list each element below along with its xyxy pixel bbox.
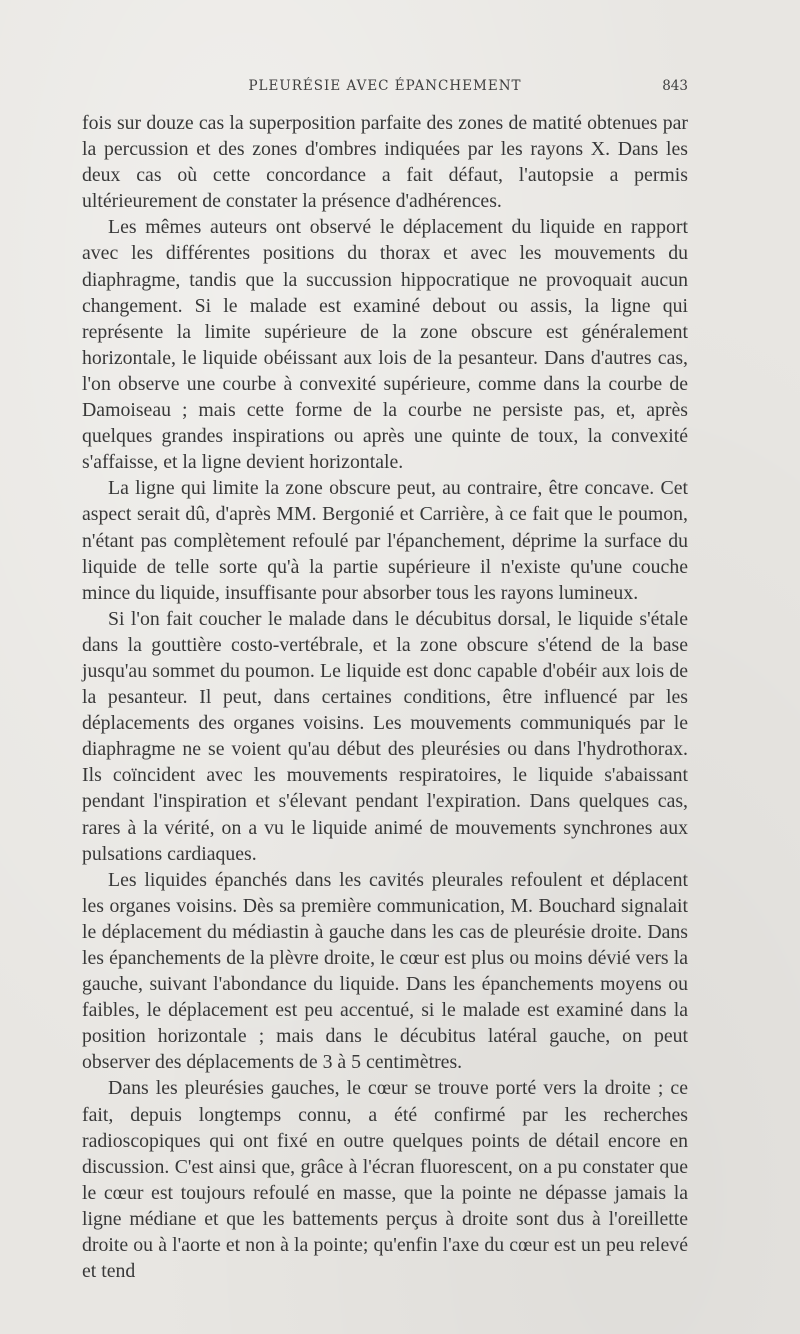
paragraph: Dans les pleurésies gauches, le cœur se trouve porté vers la droite ; ce fait, depuis longtemps connu, a été confirmé par les recherches radioscopiques qui ont fixé en outre quelques points de détail encore en discussion. C'est ainsi que, grâce à l'écran fluorescent, on a pu constater que le cœur est toujours refoulé en masse, que la pointe ne dépasse jamais la ligne médiane et que les battements perçus à droite sont dus à l'oreillette droite ou à l'aorte et non à la pointe; qu'enfin l'axe du cœur est un peu relevé et tend: [82, 1077, 688, 1283]
paragraph-continuation: fois sur douze cas la superposition parfaite des zones de matité obtenues par la percussion et des zones d'ombres indiquées par les rayons X. Dans les deux cas où cette concordance a fait défaut, l'autopsie a permis ultérieurement de constater la présence d'adhérences.: [82, 112, 688, 213]
paragraph: Si l'on fait coucher le malade dans le décubitus dorsal, le liquide s'étale dans la gouttière costo-vertébrale, et la zone obscure s'étend de la base jusqu'au sommet du poumon. Le liquide est donc capable d'obéir aux lois de la pesanteur. Il peut, dans certaines conditions, être influencé par les déplacements des organes voisins. Les mouvements communiqués par le diaphragme ne se voient qu'au début des pleurésies ou dans l'hydrothorax. Ils coïncident avec les mouvements respiratoires, le liquide s'abaissant pendant l'inspiration et s'élevant pendant l'expiration. Dans quelques cas, rares à la vérité, on a vu le liquide animé de mouvements synchrones aux pulsations cardiaques.: [82, 607, 688, 865]
running-title: PLEURÉSIE AVEC ÉPANCHEMENT: [248, 78, 522, 94]
running-header: [82, 76, 688, 98]
paragraph: La ligne qui limite la zone obscure peut, au contraire, être concave. Cet aspect serait dû, d'après MM. Bergonié et Carrière, à ce fait que le poumon, n'étant pas complètement refoulé par l'épanchement, déprime la surface du liquide de telle sorte qu'à la partie supérieure il n'existe qu'une couche mince du liquide, insuffisante pour absorber tous les rayons lumineux.: [82, 477, 688, 604]
body-text: [82, 110, 688, 1284]
paragraph: Les liquides épanchés dans les cavités pleurales refoulent et déplacent les organes voisins. Dès sa première communication, M. Bouchard signalait le déplacement du médiastin à gauche dans les cas de pleurésie droite. Dans les épanchements de la plèvre droite, le cœur est plus ou moins dévié vers la gauche, suivant l'abondance du liquide. Dans les épanchements moyens ou faibles, le déplacement est peu accentué, si le malade est examiné dans la position horizontale ; mais dans le décubitus latéral gauche, on peut observer des déplacements de 3 à 5 centimètres.: [82, 868, 688, 1074]
paragraph: Les mêmes auteurs ont observé le déplacement du liquide en rapport avec les différentes positions du thorax et avec les mouvements du diaphragme, tandis que la succussion hippocratique ne provoquait aucun changement. Si le malade est examiné debout ou assis, la ligne qui représente la limite supérieure de la zone obscure est généralement horizontale, le liquide obéissant aux lois de la pesanteur. Dans d'autres cas, l'on observe une courbe à convexité supérieure, comme dans la courbe de Damoiseau ; mais cette forme de la courbe ne persiste pas, et, après quelques grandes inspirations ou après une quinte de toux, la convexité s'affaisse, et la ligne devient horizontale.: [82, 216, 688, 474]
page-number: 843: [662, 78, 688, 94]
